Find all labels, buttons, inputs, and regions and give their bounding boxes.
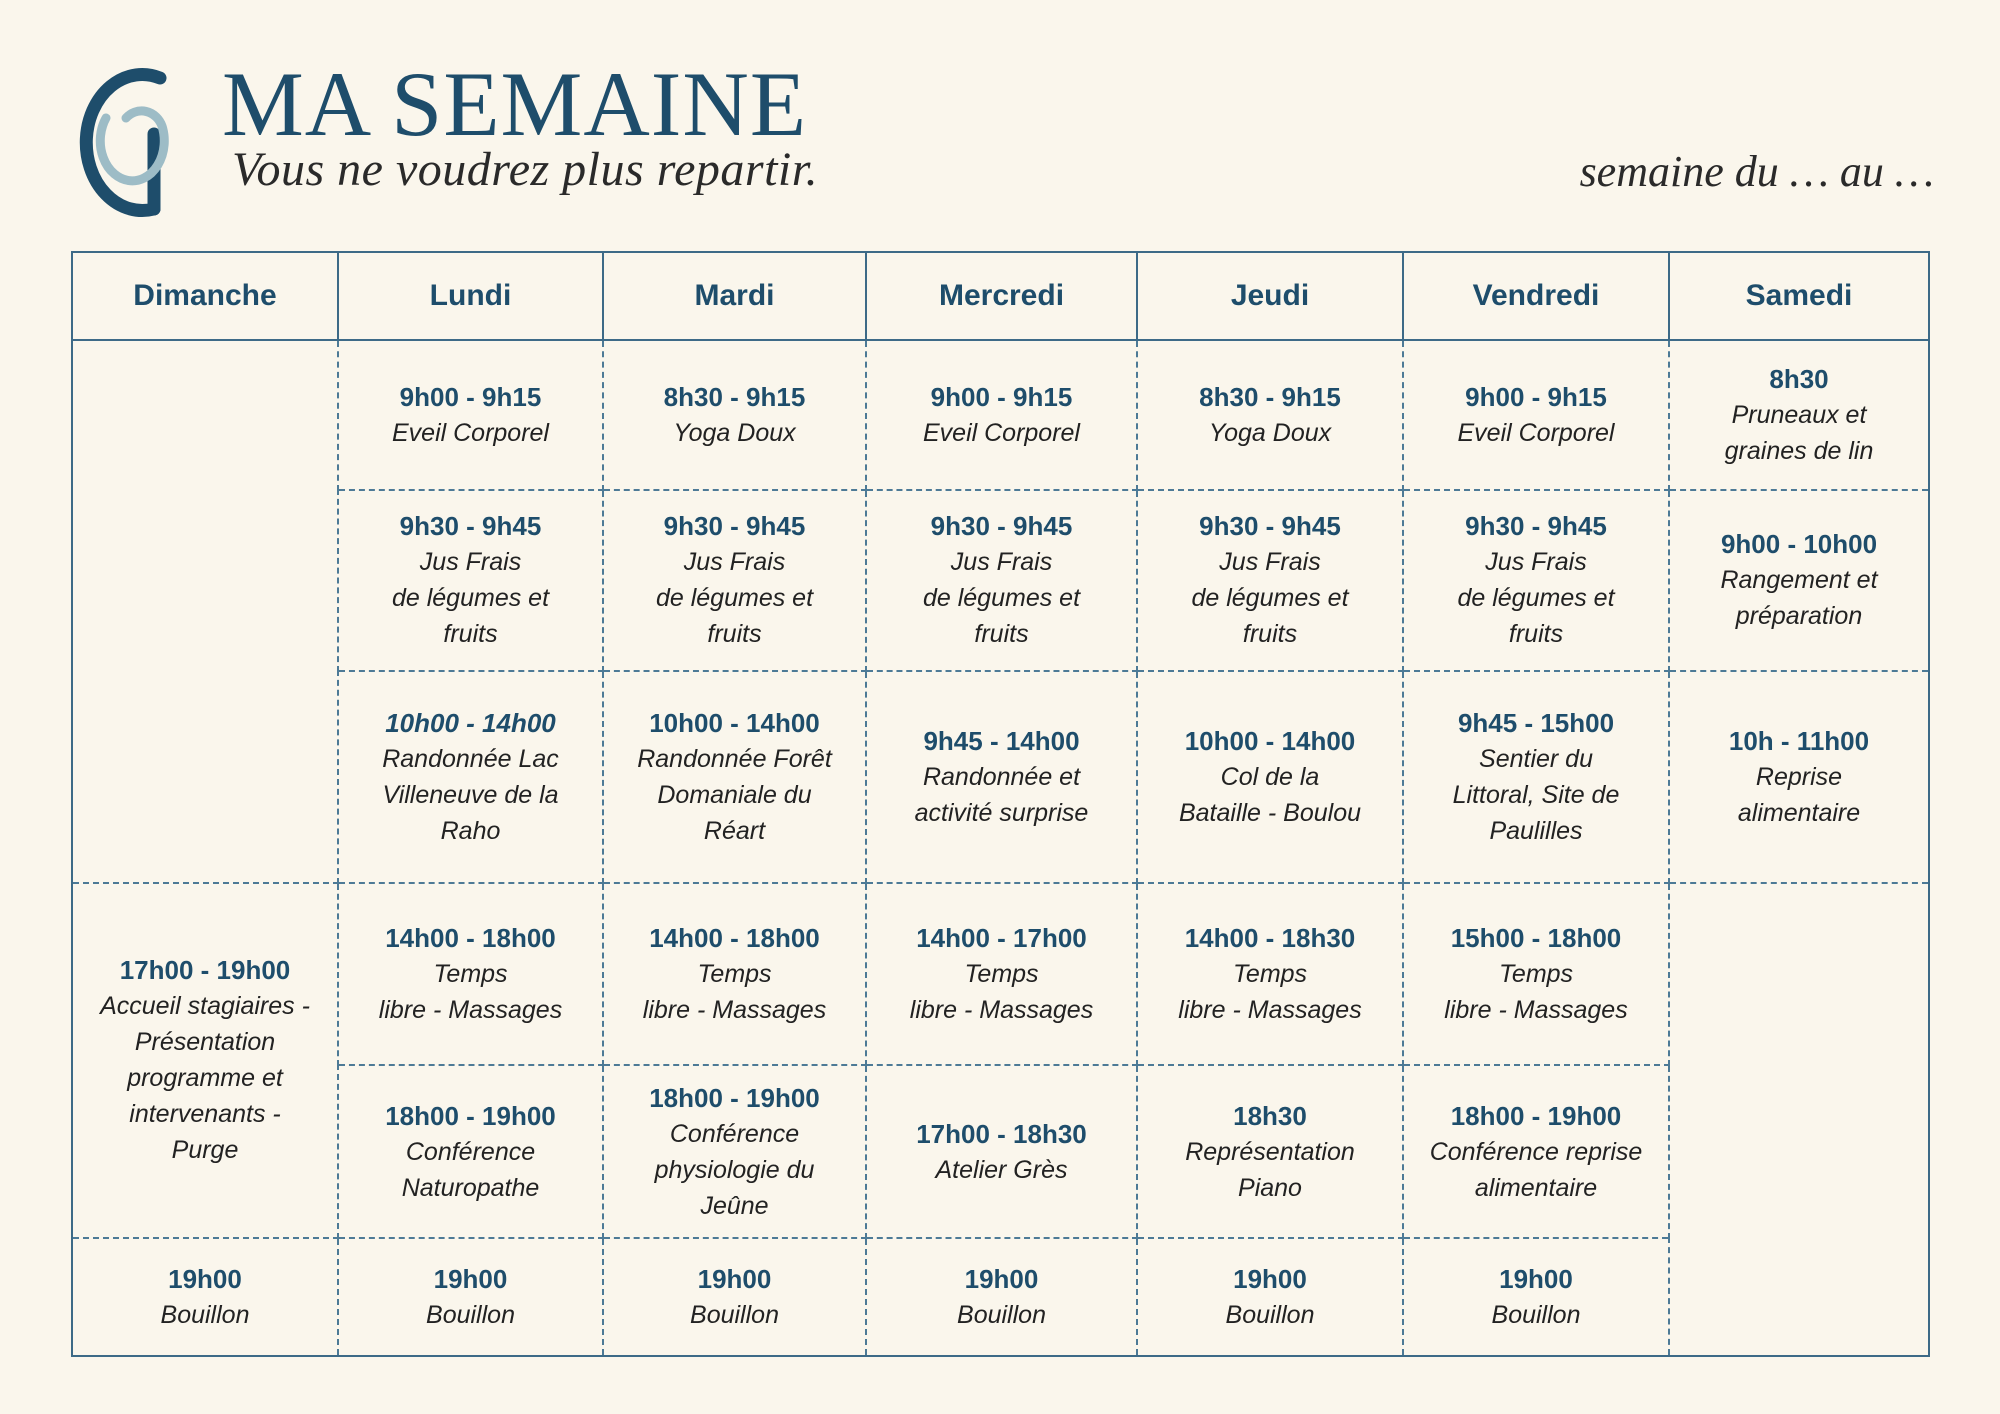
time-label: 19h00 [433, 1263, 508, 1294]
time-label: 19h00 [1233, 1263, 1307, 1294]
time-label: 14h00 - 18h00 [385, 923, 556, 954]
time-label: 8h30 - 9h15 [1199, 382, 1341, 413]
time-label: 9h45 - 15h00 [1457, 707, 1615, 738]
time-label: 14h00 - 18h30 [1184, 923, 1356, 954]
activity-label: Rangement et préparation [1720, 566, 1878, 631]
schedule-cell [72, 1238, 338, 1356]
time-label: 10h00 - 14h00 [1184, 725, 1356, 756]
activity-label: Temps libre - Massages [1444, 960, 1628, 1025]
schedule-cell [1669, 490, 1929, 670]
schedule-cell [866, 1238, 1137, 1356]
activity-label: Conférence Naturopathe [401, 1137, 540, 1202]
activity-label: Eveil Corporel [1457, 419, 1615, 448]
schedule-cell [1669, 340, 1929, 490]
schedule-cell [866, 671, 1137, 883]
schedule-cell [1137, 1238, 1403, 1356]
schedule-cell [1403, 340, 1669, 490]
time-label: 19h00 [964, 1263, 1039, 1294]
schedule-cell [338, 1238, 603, 1356]
time-label: 9h30 - 9h45 [1199, 511, 1341, 542]
tagline: Vous ne voudrez plus repartir. [232, 143, 819, 196]
time-label: 18h00 - 19h00 [1450, 1100, 1622, 1131]
schedule-cell [603, 340, 866, 490]
activity-label: Bouillon [426, 1300, 515, 1329]
schedule-cell [866, 340, 1137, 490]
time-label: 17h00 - 18h30 [916, 1118, 1087, 1149]
time-label: 9h00 - 10h00 [1720, 529, 1878, 560]
schedule-cell [1403, 883, 1669, 1065]
activity-label: Bouillon [690, 1300, 779, 1329]
schedule-cell [1137, 1065, 1403, 1237]
day-header-mardi: Mardi [603, 252, 866, 340]
activity-label: Jus Frais de légumes et fruits [655, 548, 814, 649]
day-header-mercredi: Mercredi [866, 252, 1137, 340]
schedule-cell [72, 883, 338, 1238]
schedule-cell [603, 1238, 866, 1356]
activity-label: Randonnée et activité surprise [914, 762, 1089, 827]
time-label: 19h00 [1499, 1263, 1573, 1294]
schedule-cell [866, 490, 1137, 670]
schedule-cell [1403, 490, 1669, 670]
activity-label: Sentier du Littoral, Site de Paulilles [1452, 744, 1620, 845]
schedule-cell [338, 1065, 603, 1237]
schedule-cell [603, 883, 866, 1065]
time-label: 9h45 - 14h00 [923, 725, 1080, 756]
time-label: 8h30 - 9h15 [663, 382, 806, 413]
time-label: 10h - 11h00 [1728, 725, 1870, 756]
time-label: 9h00 - 9h15 [399, 382, 542, 413]
activity-label: Yoga Doux [1208, 419, 1332, 448]
activity-label: Eveil Corporel [922, 419, 1080, 448]
activity-label: Temps libre - Massages [1178, 960, 1362, 1025]
activity-label: Atelier Grès [935, 1155, 1068, 1184]
weekly-schedule-table [71, 251, 1930, 1357]
activity-label: Jus Frais de légumes et fruits [1457, 548, 1615, 649]
week-range-label: semaine du … au … [1579, 147, 1934, 196]
time-label: 14h00 - 18h00 [649, 923, 820, 954]
time-label: 17h00 - 19h00 [119, 955, 291, 986]
schedule-cell [1137, 671, 1403, 883]
time-label: 10h00 - 14h00 [649, 707, 820, 738]
activity-label: Temps libre - Massages [378, 960, 563, 1025]
time-label: 18h30 [1233, 1100, 1307, 1131]
schedule-cell [603, 1065, 866, 1237]
day-header-lundi: Lundi [338, 252, 603, 340]
activity-label: Jus Frais de légumes et fruits [391, 548, 550, 649]
day-header-jeudi: Jeudi [1137, 252, 1403, 340]
time-label: 18h00 - 19h00 [649, 1082, 820, 1113]
schedule-cell [1137, 883, 1403, 1065]
day-header-row [72, 252, 1929, 340]
spiral-logo-icon [68, 60, 198, 220]
activity-label: Temps libre - Massages [642, 960, 827, 1025]
activity-label: Bouillon [160, 1300, 250, 1329]
activity-label: Randonnée Forêt Domaniale du Réart [637, 744, 832, 845]
day-header-dimanche: Dimanche [72, 252, 338, 340]
schedule-cell [1403, 1238, 1669, 1356]
time-label: 9h00 - 9h15 [1465, 382, 1607, 413]
schedule-cell-empty [72, 340, 338, 883]
page-title: MA SEMAINE [222, 53, 808, 155]
activity-label: Conférence physiologie du Jeûne [654, 1119, 815, 1220]
time-label: 9h30 - 9h45 [663, 511, 806, 542]
time-label: 9h00 - 9h15 [930, 382, 1073, 413]
schedule-cell [338, 490, 603, 670]
activity-label: Jus Frais de légumes et fruits [922, 548, 1081, 649]
schedule-cell [338, 340, 603, 490]
activity-label: Bouillon [1491, 1300, 1581, 1329]
time-label: 10h00 - 14h00 [385, 707, 556, 738]
activity-label: Accueil stagiaires - Présentation programme et intervenants - Purge [100, 992, 310, 1165]
time-label: 19h00 [697, 1263, 772, 1294]
activity-label: Yoga Doux [673, 419, 796, 448]
schedule-cell [1669, 671, 1929, 883]
activity-label: Reprise alimentaire [1737, 762, 1861, 827]
time-label: 19h00 [168, 1263, 242, 1294]
activity-label: Temps libre - Massages [909, 960, 1094, 1025]
time-label: 18h00 - 19h00 [385, 1100, 556, 1131]
day-header-vendredi: Vendredi [1403, 252, 1669, 340]
day-header-samedi: Samedi [1669, 252, 1929, 340]
schedule-cell [1137, 340, 1403, 490]
schedule-cell [603, 490, 866, 670]
schedule-cell [603, 671, 866, 883]
time-label: 8h30 [1769, 364, 1829, 395]
activity-label: Randonnée Lac Villeneuve de la Raho [382, 744, 559, 845]
schedule-cell [338, 883, 603, 1065]
activity-label: Représentation Piano [1185, 1137, 1355, 1202]
time-label: 14h00 - 17h00 [916, 923, 1087, 954]
schedule-cell [1137, 490, 1403, 670]
schedule-cell [338, 671, 603, 883]
activity-label: Eveil Corporel [391, 419, 549, 448]
activity-label: Pruneaux et graines de lin [1724, 401, 1874, 466]
activity-label: Bouillon [957, 1300, 1046, 1329]
time-label: 9h30 - 9h45 [930, 511, 1073, 542]
schedule-cell-empty [1669, 883, 1929, 1356]
activity-label: Col de la Bataille - Boulou [1178, 762, 1362, 827]
time-label: 9h30 - 9h45 [1465, 511, 1607, 542]
time-label: 9h30 - 9h45 [399, 511, 542, 542]
activity-label: Conférence reprise alimentaire [1429, 1137, 1643, 1202]
schedule-cell [866, 883, 1137, 1065]
schedule-cell [866, 1065, 1137, 1237]
activity-label: Jus Frais de légumes et fruits [1191, 548, 1349, 649]
schedule-cell [1403, 1065, 1669, 1237]
time-label: 15h00 - 18h00 [1450, 923, 1622, 954]
activity-label: Bouillon [1225, 1300, 1315, 1329]
schedule-cell [1403, 671, 1669, 883]
